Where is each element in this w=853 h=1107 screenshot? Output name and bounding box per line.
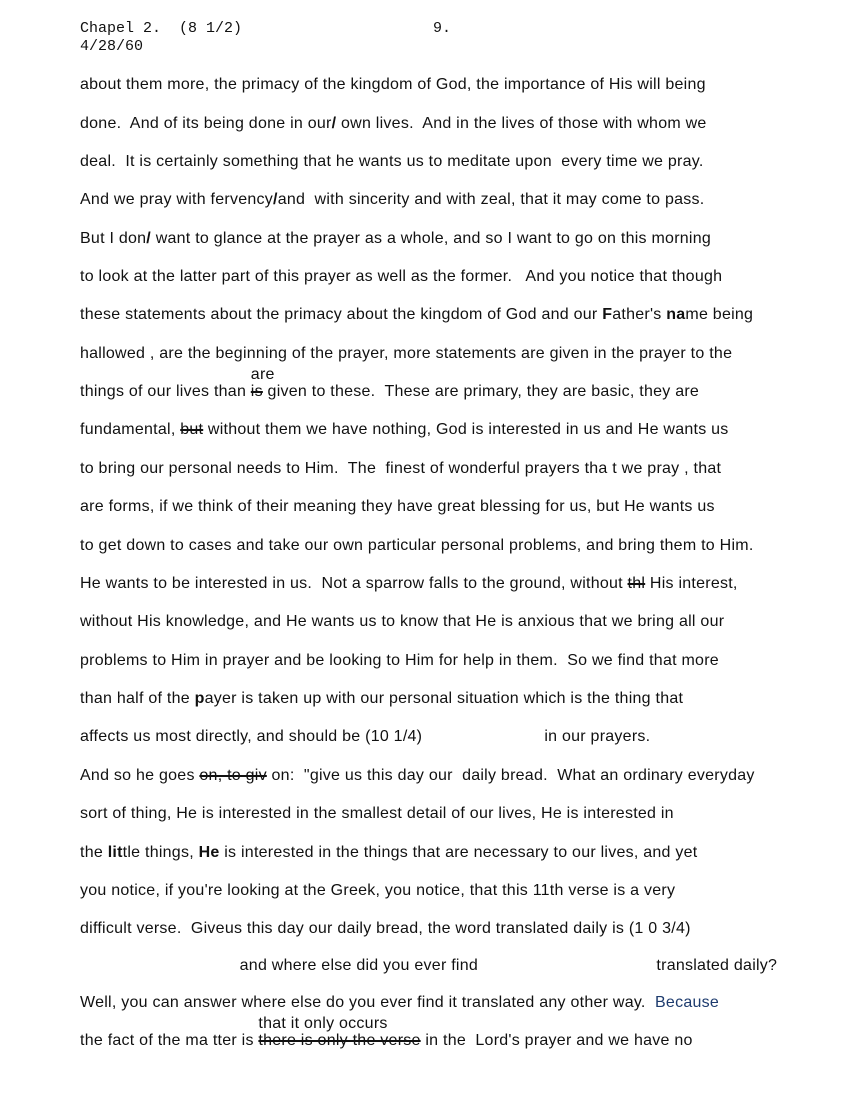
text-segment: ather's [612,306,667,323]
overtyped-text: / [273,191,278,208]
text-line [80,881,675,901]
header-date: 4/28/60 [80,38,144,55]
inserted-text: are [250,366,275,383]
text-segment: fundamental, [80,421,181,438]
text-segment: me being [685,306,754,323]
text-segment: Because [655,994,720,1011]
text-line [80,1015,693,1051]
text-line [80,267,722,287]
text-segment: deal. It is certainly something that he wants us to meditate upon every time we pray. [80,153,704,170]
text-segment: sort of thing, He is interested in the smallest detail of our lives, He is interested in [80,805,674,822]
text-segment: And we pray with fervency [80,191,273,208]
text-segment: problems to Him in prayer and be looking to Him for help in them. So we find that more [80,652,719,669]
text-segment: in the Lord's prayer and we have no [420,1032,693,1049]
overtyped-text: F [602,306,613,323]
overtyped-text: na [666,306,686,323]
text-segment: are forms, if we think of their meaning they have great blessing for us, but He wants us [80,498,715,515]
inserted-text: that it only occurs [258,1015,388,1032]
text-segment: about them more, the primacy of the kingdom of God, the importance of His will being [80,76,706,93]
text-segment: given to these. These are primary, they are basic, they are [262,383,700,400]
text-segment: Well, you can answer where else do you ever find it translated any other way. [80,994,655,1011]
overtyped-text: / [331,115,337,132]
struck-text: on, to giv [199,767,267,784]
text-segment: and with sincerity and with zeal, that it may come to pass. [277,191,705,208]
text-line [80,344,732,364]
text-line [80,766,755,786]
handwritten-correction [250,366,275,402]
page-number: 9. [433,20,452,37]
text-line [80,229,711,249]
text-line [80,114,707,134]
text-line [80,727,650,747]
text-segment: on: "give us this day our daily bread. What an ordinary everyday [266,767,755,784]
overtyped-text: lit [107,844,123,861]
text-line [80,574,738,594]
text-segment: these statements about the primacy about the kingdom of God and our [80,306,603,323]
header-title: Chapel 2. (8 1/2) [80,20,243,37]
text-segment: affects us most directly, and should be (10 1/4) in our prayers. [80,728,651,745]
text-line [80,459,721,479]
text-segment: things of our lives than [80,383,251,400]
text-segment: the fact of the ma tter is [80,1032,259,1049]
text-line [80,651,719,671]
text-line [80,612,724,632]
text-line [80,75,706,95]
struck-text: but [180,421,204,438]
text-segment: hallowed , are the beginning of the prayer, more statements are given in the prayer to the [80,345,733,362]
overtyped-text: p [194,690,205,707]
text-line [80,497,715,517]
text-segment: than half of the [80,690,195,707]
text-segment: His interest, [645,575,738,592]
text-line [80,843,698,863]
text-segment: you notice, if you're looking at the Greek, you notice, that this 11th verse is a very [80,882,676,899]
text-segment: But I don [80,230,147,247]
text-segment: ayer is taken up with our personal situation which is the thing that [204,690,684,707]
text-segment: the [80,844,108,861]
text-segment: is interested in the things that are necessary to our lives, and yet [219,844,698,861]
text-segment: want to glance at the prayer as a whole, and so I want to go on this morning [151,230,712,247]
struck-text: is [250,383,263,400]
struck-text: there is only the verse [258,1032,421,1049]
text-line [80,420,729,440]
text-segment: without His knowledge, and He wants us to know that He is anxious that we bring all our [80,613,725,630]
text-segment: and where else did you ever find translated daily? [80,957,778,974]
text-segment: done. And of its being done in our [80,115,332,132]
text-line [80,956,777,976]
overtyped-text: / [146,230,151,247]
text-line [80,190,704,210]
overtyped-text: He [198,844,220,861]
text-line [80,919,691,939]
text-line [80,152,704,172]
handwritten-correction [258,1015,421,1051]
text-line [80,305,753,325]
text-segment: without them we have nothing, God is interested in us and He wants us [203,421,729,438]
struck-text: thl [627,575,646,592]
text-segment: to look at the latter part of this prayer as well as the former. And you notice that though [80,268,723,285]
text-line [80,689,683,709]
text-line [80,536,754,556]
text-segment: to bring our personal needs to Him. The finest of wonderful prayers tha t we pray , that [80,460,722,477]
text-line [80,366,700,402]
text-segment: to get down to cases and take our own particular personal problems, and bring them to Him. [80,537,754,554]
text-segment: And so he goes [80,767,200,784]
text-line [80,993,719,1013]
text-segment: difficult verse. Giveus this day our daily bread, the word translated daily is (1 0 3/4) [80,920,691,937]
text-segment: He wants to be interested in us. Not a sparrow falls to the ground, without [80,575,628,592]
text-segment: own lives. And in the lives of those with whom we [336,115,707,132]
text-line [80,804,674,824]
text-segment: tle things, [122,844,199,861]
